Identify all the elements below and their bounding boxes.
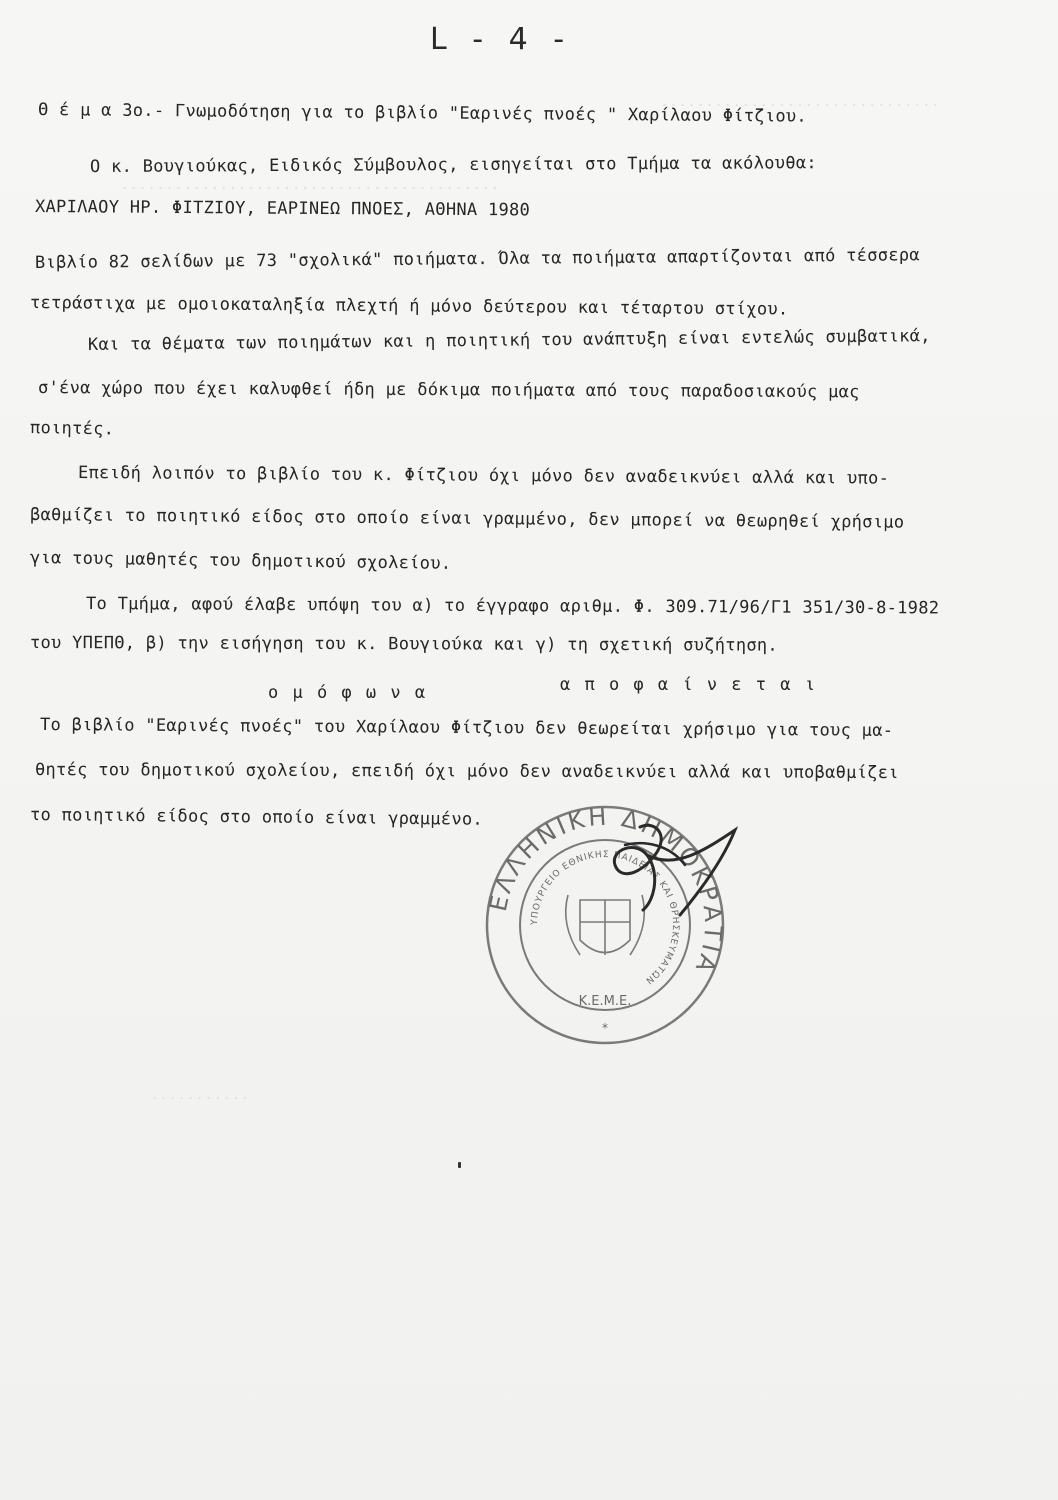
body-line: βαθμίζει το ποιητικό είδος στο οποίο είναι γραμμένο, δεν μπορεί να θεωρηθεί χρήσιμο <box>29 505 905 533</box>
intro-line: Ο κ. Βουγιούκας, Ειδικός Σύμβουλος, εισηγείται στο Τμήμα τα ακόλουθα: <box>89 153 817 177</box>
bleed-through-text: ............................... <box>660 92 940 110</box>
subject-line: Θ έ μ α 3ο.- Γνωμοδότηση για το βιβλίο "Εαρινές πνοές " Χαρίλαου Φίτζιου. <box>37 100 808 127</box>
body-line: ποιητές. <box>29 418 115 440</box>
body-line: σ'ένα χώρο που έχει καλυφθεί ήδη με δόκιμα ποιήματα από τους παραδοσιακούς μας <box>37 378 860 403</box>
body-line: για τους μαθητές του δημοτικού σχολείου. <box>29 548 452 574</box>
ink-mark <box>458 1162 461 1168</box>
bleed-through-text: .......................................... <box>120 175 500 193</box>
handwritten-signature <box>585 815 755 925</box>
decision-line: Το βιβλίο "Εαρινές πνοές" του Χαρίλαου Φίτζιου δεν θεωρείται χρήσιμο για τους μα- <box>39 715 894 741</box>
stamp-inner-text: ΥΠΟΥΡΓΕΙΟ ΕΘΝΙΚΗΣ ΠΑΙΔΕΙΑΣ ΚΑΙ ΘΡΗΣΚΕΥΜΑΤΩΝ <box>529 849 681 986</box>
page-number: L - 4 - <box>430 22 573 57</box>
body-line: του ΥΠΕΠΘ, β) την εισήγηση του κ. Βουγιούκα και γ) τη σχετική συζήτηση. <box>29 633 779 656</box>
unanimous-label: ο μ ό φ ω ν α <box>268 683 428 703</box>
body-line: Βιβλίο 82 σελίδων με 73 "σχολικά" ποιήματα. Όλα τα ποιήματα απαρτίζονται από τέσσερα <box>34 245 920 273</box>
body-line: Και τα θέματα των ποιημάτων και η ποιητική του ανάπτυξη είναι εντελώς συμβατικά, <box>87 326 931 355</box>
body-line: Επειδή λοιπόν το βιβλίο του κ. Φίτζιου όχι μόνο δεν αναδεικνύει αλλά και υπο- <box>77 463 890 489</box>
decision-line: το ποιητικό είδος στο οποίο είναι γραμμένο. <box>29 805 484 830</box>
stamp-star-icon: * <box>602 1021 608 1035</box>
decides-label: α π ο φ α ί ν ε τ α ι <box>560 675 817 695</box>
body-line: τετράστιχα με ομοιοκαταληξία πλεχτή ή μόνο δεύτερου και τέταρτου στίχου. <box>29 293 789 320</box>
stamp-outer-text: ΕΛΛΗΝΙΚΗ ΔΗΜΟΚΡΑΤΙΑ <box>483 802 728 979</box>
bleed-through-text: ........... <box>150 1085 250 1103</box>
book-reference: ΧΑΡΙΛΑΟΥ ΗΡ. ΦΙΤΖΙΟΥ, ΕΑΡΙΝΕΩ ΠΝΟΕΣ, ΑΘΗΝΑ 1980 <box>34 197 531 221</box>
decision-line: θητές του δημοτικού σχολείου, επειδή όχι μόνο δεν αναδεικνύει αλλά και υποβαθμίζει <box>34 760 899 784</box>
stamp-bottom-text: Κ.Ε.Μ.Ε. <box>578 994 632 1009</box>
body-line: Το Τμήμα, αφού έλαβε υπόψη του α) το έγγραφο αριθμ. Φ. 309.71/96/Γ1 351/30-8-1982 <box>85 594 940 619</box>
